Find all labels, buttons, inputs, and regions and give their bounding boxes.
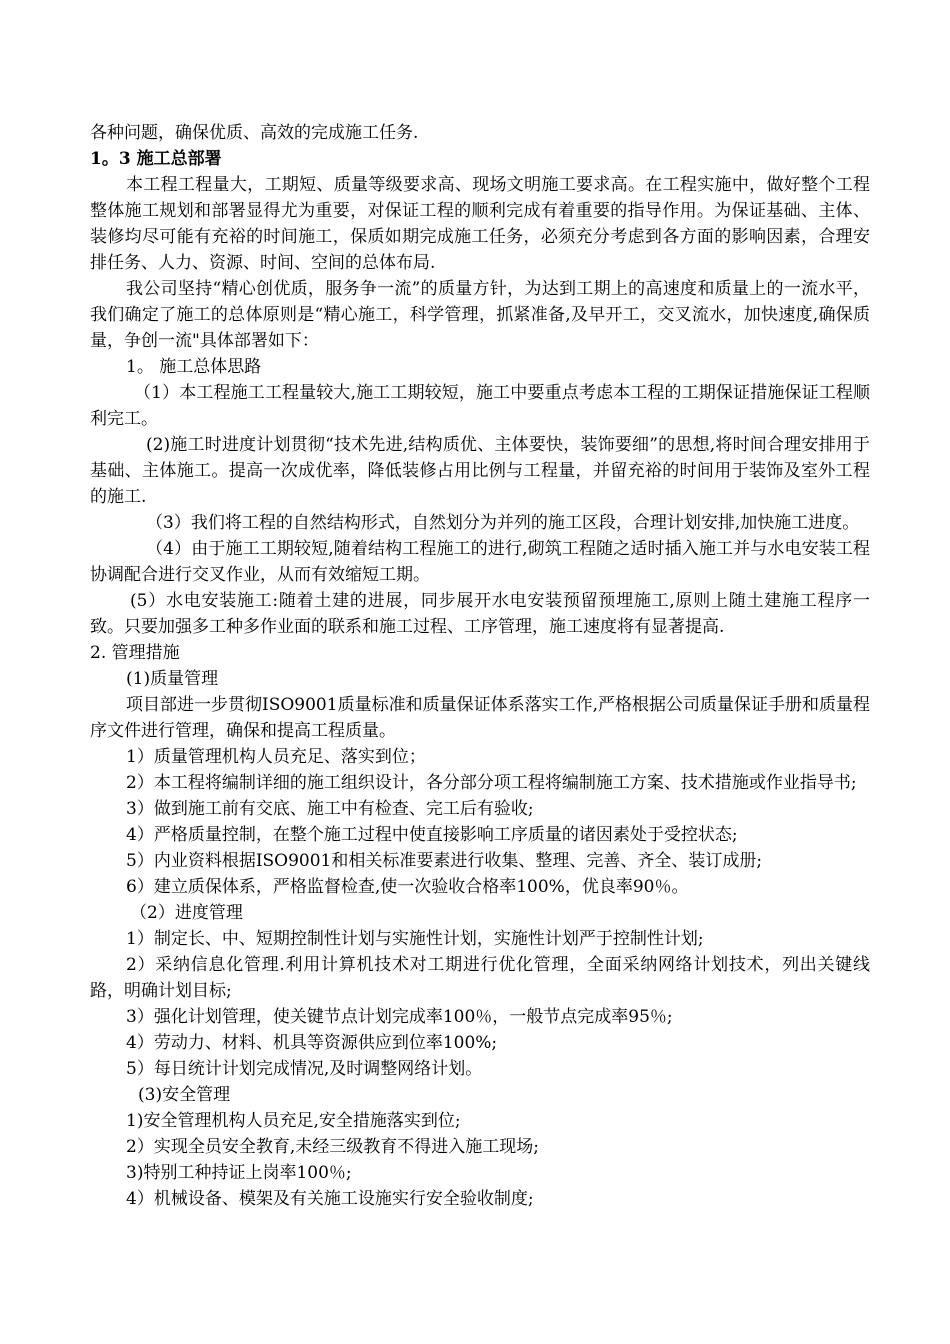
safety-item-4: 4）机械设备、模架及有关施工设施实行安全验收制度; <box>126 1189 534 1209</box>
quality-item-5: 5）内业资料根据ISO9001和相关标准要素进行收集、整理、完善、齐全、装订成册; <box>126 851 763 871</box>
safety-item-1: 1)安全管理机构人员充足,安全措施落实到位; <box>126 1111 461 1131</box>
approach-item-1: （1）本工程施工工程量较大,施工工期较短，施工中要重点考虑本工程的工期保证措施保证工程顺利完工。 <box>90 383 870 429</box>
subheading-schedule: （2）进度管理 <box>130 903 243 923</box>
approach-item-5: (5）水电安装施工:随着土建的进展，同步展开水电安装预留预埋施工,原则上随土建施工程序一致。只要加强多工种多作业面的联系和施工过程、工序管理，施工速度将有显著提高. <box>90 591 870 637</box>
quality-item-6: 6）建立质保体系，严格监督检查,使一次验收合格率100%，优良率90％。 <box>126 877 689 897</box>
subheading-general-approach: 1。 施工总体思路 <box>126 357 262 377</box>
paragraph-overview: 本工程工程量大，工期短、质量等级要求高、现场文明施工要求高。在工程实施中，做好整个工程整体施工规划和部署显得尤为重要，对保证工程的顺利完成有着重要的指导作用。为保证基础、主体、装修均尽可能有充裕的时间施工，保质如期完成施工任务，必须充分考虑到各方面的影响因素，合理安排任务、人力、资源、时间、空间的总体布局. <box>90 175 870 273</box>
safety-item-2: 2）实现全员安全教育,未经三级教育不得进入施工现场; <box>126 1137 539 1157</box>
schedule-item-4: 4）劳动力、材料、机具等资源供应到位率100%; <box>126 1033 498 1053</box>
safety-item-3: 3)特别工种持证上岗率100％; <box>126 1163 352 1183</box>
schedule-item-3: 3）强化计划管理，使关键节点计划完成率100％，一般节点完成率95％; <box>126 1007 673 1027</box>
paragraph-principles: 我公司坚持“精心创优质，服务争一流”的质量方针，为达到工期上的高速度和质量上的一流水平，我们确定了施工的总体原则是“精心施工，科学管理，抓紧准备,及早开工，交叉流水，加快速度,确保质量，争创一流"具体部署如下： <box>90 279 870 351</box>
paragraph-quality-intro: 项目部进一步贯彻ISO9001质量标准和质量保证体系落实工作,严格根据公司质量保证手册和质量程序文件进行管理，确保和提高工程质量。 <box>90 695 870 741</box>
paragraph-continuation: 各种问题，确保优质、高效的完成施工任务. <box>90 123 419 143</box>
section-heading-management: 2. 管理措施 <box>90 643 180 663</box>
schedule-item-2: 2）采纳信息化管理.利用计算机技术对工期进行优化管理，全面采纳网络计划技术，列出关键线路，明确计划目标; <box>90 955 870 1001</box>
document-page <box>90 120 870 1212</box>
approach-item-3: （3）我们将工程的自然结构形式，自然划分为并列的施工区段，合理计划安排,加快施工进度。 <box>146 513 860 533</box>
approach-item-4: （4）由于施工工期较短,随着结构工程施工的进行,砌筑工程随之适时插入施工并与水电安装工程协调配合进行交叉作业，从而有效缩短工期。 <box>90 539 870 585</box>
approach-item-2: (2)施工时进度计划贯彻“技术先进,结构质优、主体要快，装饰要细”的思想,将时间合理安排用于基础、主体施工。提高一次成优率，降低装修占用比例与工程量，并留充裕的时间用于装饰及室外工程的施工. <box>90 435 870 507</box>
schedule-item-1: 1）制定长、中、短期控制性计划与实施性计划，实施性计划严于控制性计划; <box>126 929 704 949</box>
quality-item-1: 1）质量管理机构人员充足、落实到位； <box>126 747 426 767</box>
subheading-safety: (3)安全管理 <box>138 1085 231 1105</box>
quality-item-3: 3）做到施工前有交底、施工中有检查、完工后有验收; <box>126 799 534 819</box>
schedule-item-5: 5）每日统计计划完成情况,及时调整网络计划。 <box>126 1059 483 1079</box>
subheading-quality: (1)质量管理 <box>126 669 219 689</box>
quality-item-2: 2）本工程将编制详细的施工组织设计，各分部分项工程将编制施工方案、技术措施或作业指导书; <box>126 773 857 793</box>
section-heading-1-3: 1。3 施工总部署 <box>90 149 222 169</box>
quality-item-4: 4）严格质量控制，在整个施工过程中使直接影响工序质量的诸因素处于受控状态; <box>126 825 738 845</box>
